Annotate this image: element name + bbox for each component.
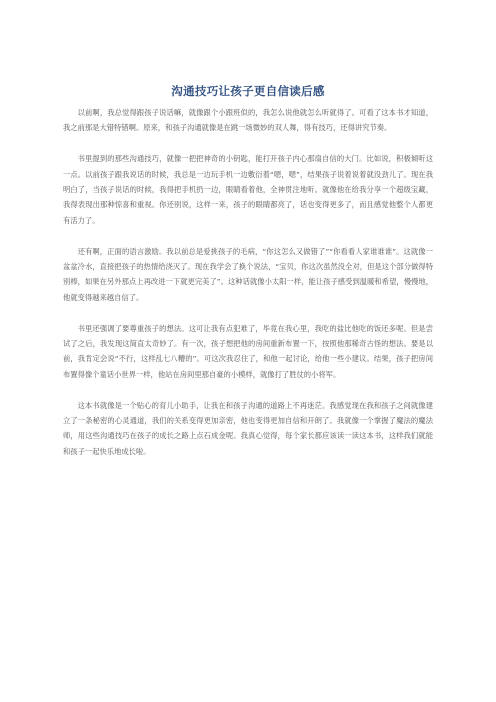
document-body bbox=[63, 105, 433, 459]
document-title: 沟通技巧让孩子更自信读后感 bbox=[171, 84, 325, 98]
body-paragraph: 书里还强调了要尊重孩子的想法。这可让我有点犯难了，毕竟在我心里，我吃的盐比他吃的饭还多呢。但是尝试了之后，我发现这简直太奇妙了。有一次，孩子想把他的房间重新布置一下，按照他那稀奇古怪的想法。要是以前，我肯定会说“不行，这样乱七八糟的”。可这次我忍住了，和他一起讨论，给他一些小建议。结果，孩子把房间布置得像个童话小世界一样，他站在房间里那自豪的小模样，就像打了胜仗的小将军。 bbox=[63, 323, 433, 379]
body-paragraph: 还有啊，正面的语言激励。我以前总是爱挑孩子的毛病，“你这怎么又做错了”“你看看人家谁谁谁”。这就像一盆盆冷水，直接把孩子的热情给浇灭了。现在我学会了换个说法，“宝贝，你这次虽然没全对，但是这个部分做得特别棒，如果在另外那点上再改进一下就更完美了”。这种话就像小太阳一样，能让孩子感受到温暖和希望，慢慢地，他就变得越来越自信了。 bbox=[63, 246, 433, 302]
body-paragraph: 这本书就像是一个贴心的育儿小助手，让我在和孩子沟通的道路上不再迷茫。我感觉现在我和孩子之间就像建立了一条秘密的心灵通道，我们的关系变得更加亲密，他也变得更加自信和开朗了。我就像一个掌握了魔法的魔法师，用这些沟通技巧在孩子的成长之路上点石成金呢。我真心觉得，每个家长都应该读一读这本书，这样我们就能和孩子一起快乐地成长啦。 bbox=[63, 400, 433, 456]
body-paragraph: 书里提到的那些沟通技巧，就像一把把神奇的小钥匙，能打开孩子内心那扇自信的大门。比如说，积极倾听这一点。以前孩子跟我说话的时候，我总是一边玩手机一边敷衍着“嗯，嗯”，结果孩子说着说着就没劲儿了。现在我明白了，当孩子说话的时候，我得把手机扔一边，眼睛看着他，全神贯注地听。就像他在给我分享一个超级宝藏，我得表现出那种惊喜和重视。你还别说，这样一来，孩子的眼睛都亮了，话也变得更多了，而且感觉他整个人都更有活力了。 bbox=[63, 154, 433, 225]
body-paragraph: 以前啊，我总觉得跟孩子说话嘛，就像跟个小跟班似的，我怎么说他就怎么听就得了。可看了这本书才知道，我之前那是大错特错啊。原来，和孩子沟通就像是在跳一场微妙的双人舞，得有技巧，还得讲究节奏。 bbox=[63, 108, 433, 133]
